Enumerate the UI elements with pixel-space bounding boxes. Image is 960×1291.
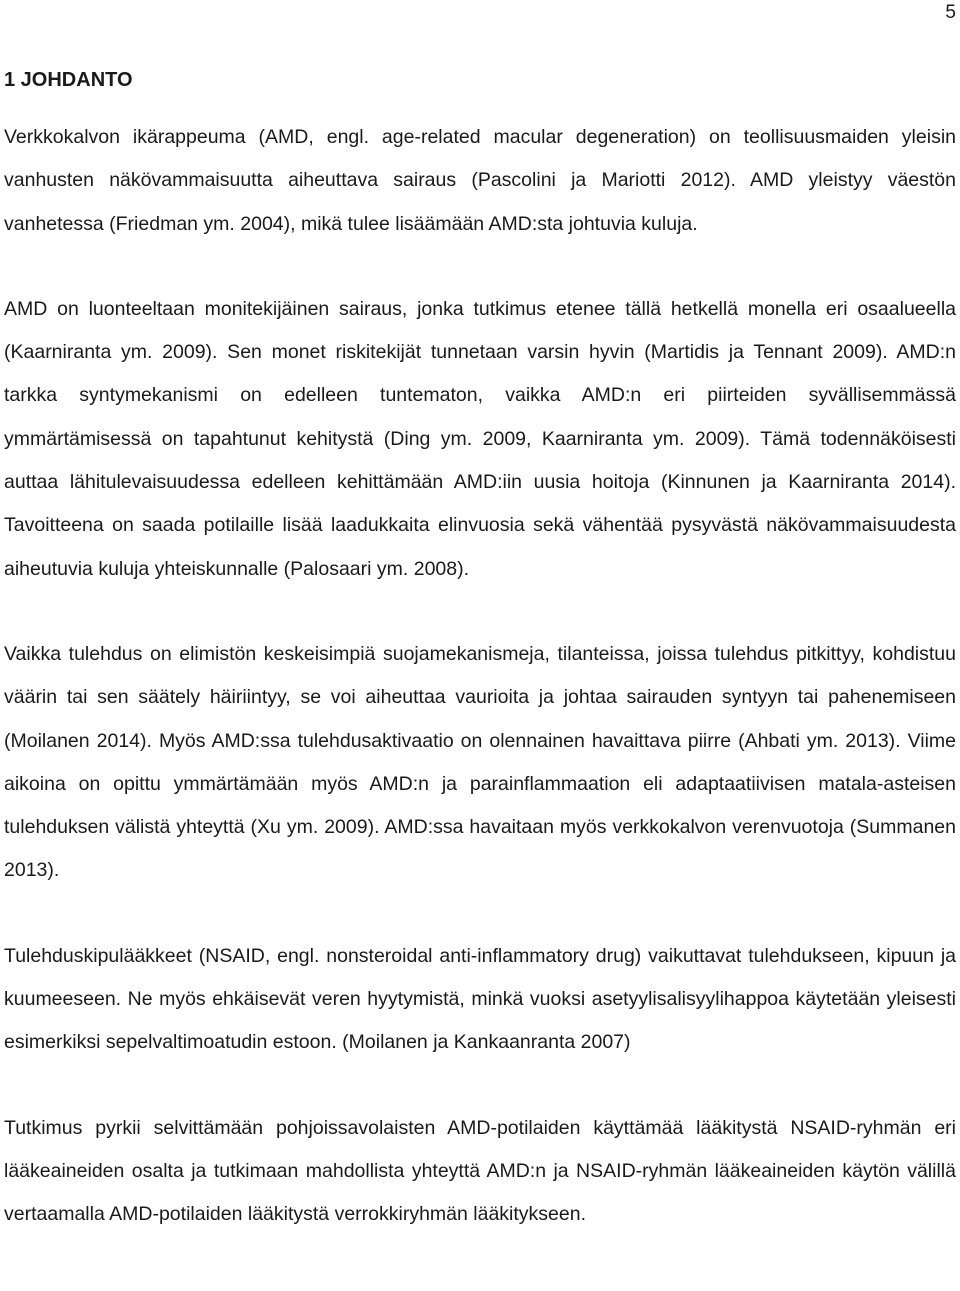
page-number: 5 (945, 2, 956, 23)
paragraph-intro: Verkkokalvon ikärappeuma (AMD, engl. age-related macular degeneration) on teollisuusmaiden yleisin vanhusten näkövammaisuutta aiheuttava sairaus (Pascolini ja Mariotti 2012). AMD yleistyy väestön vanhetessa (Friedman ym. 2004), mikä tulee lisäämään AMD:sta johtuvia kuluja. (4, 126, 956, 235)
document-body (4, 64, 956, 1237)
paragraph-study-aim: Tutkimus pyrkii selvittämään pohjoissavolaisten AMD-potilaiden käyttämää lääkitystä NSAID-ryhmän eri lääkeaineiden osalta ja tutkimaan mahdollista yhteyttä AMD:n ja NSAID-ryhmän lääkeaineiden käytön välillä vertaamalla AMD-potilaiden lääkitystä verrokkiryhmän lääkitykseen. (4, 1116, 956, 1226)
paragraph-nsaid: Tulehduskipulääkkeet (NSAID, engl. nonsteroidal anti-inflammatory drug) vaikuttavat tulehdukseen, kipuun ja kuumeeseen. Ne myös ehkäisevät veren hyytymistä, minkä vuoksi asetyylisalisyylihappoa käytetään yleisesti esimerkiksi sepelvaltimoatudin estoon. (Moilanen ja Kankaanranta 2007) (4, 944, 956, 1054)
paragraph-inflammation: Vaikka tulehdus on elimistön keskeisimpiä suojamekanismeja, tilanteissa, joissa tulehdus pitkittyy, kohdistuu väärin tai sen säätely häiriintyy, se voi aiheuttaa vaurioita ja johtaa sairauden syntyyn tai pahenemiseen (Moilanen 2014). Myös AMD:ssa tulehdusaktivaatio on olennainen havaittava piirre (Ahbati ym. 2013). Viime aikoina on opittu ymmärtämään myös AMD:n ja parainflammaation eli adaptaatiivisen matala-asteisen tulehduksen välistä yhteyttä (Xu ym. 2009). AMD:ssa havaitaan myös verkkokalvon verenvuotoja (Summanen 2013). (4, 642, 956, 882)
section-heading: 1 JOHDANTO (4, 69, 133, 91)
paragraph-amd-research: AMD on luonteeltaan monitekijäinen sairaus, jonka tutkimus etenee tällä hetkellä monella eri osaalueella (Kaarniranta ym. 2009). Sen monet riskitekijät tunnetaan varsin hyvin (Martidis ja Tennant 2009). AMD:n tarkka syntymekanismi on edelleen tuntematon, vaikka AMD:n eri piirteiden syvällisemmässä ymmärtämisessä on tapahtunut kehitystä (Ding ym. 2009, Kaarniranta ym. 2009). Tämä todennäköisesti auttaa lähitulevaisuudessa edelleen kehittämään AMD:iin uusia hoitoja (Kinnunen ja Kaarniranta 2014). Tavoitteena on saada potilaille lisää laadukkaita elinvuosia sekä vähentää pysyvästä näkövammaisuudesta aiheutuvia kuluja yhteiskunnalle (Palosaari ym. 2008). (4, 297, 956, 580)
